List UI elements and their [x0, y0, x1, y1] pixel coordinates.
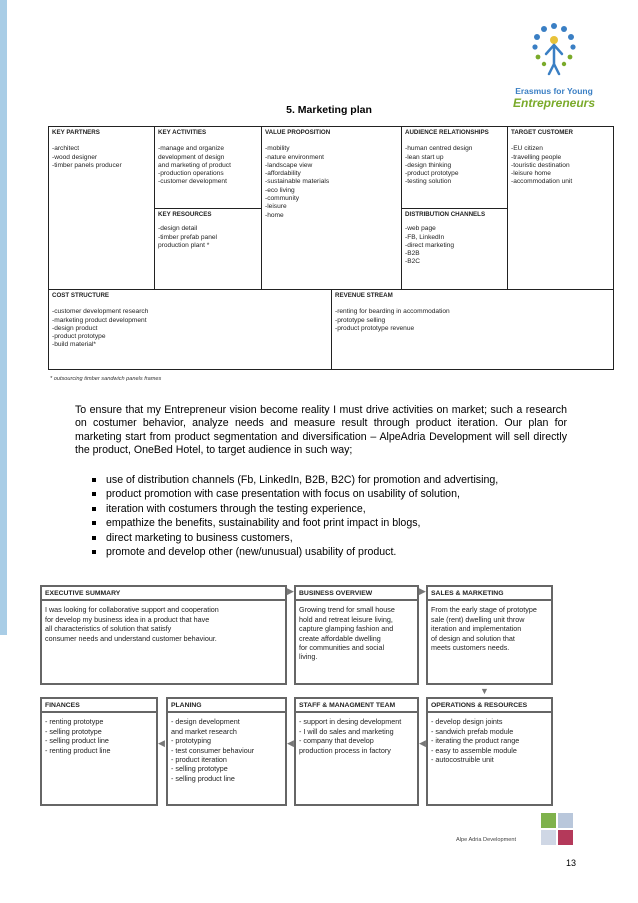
logo-text-top: Erasmus for Young	[515, 86, 593, 96]
value-proposition-cell	[262, 127, 402, 290]
side-bar	[0, 0, 7, 635]
bullet-text: iteration with costumers through the testing experience,	[106, 502, 366, 515]
box-divider	[428, 599, 551, 601]
operations-resources-body: - develop design joints - sandwich prefab module - iterating the product range - easy to assemble module - autocostruible unit	[431, 717, 520, 765]
bullet-square-icon	[92, 492, 96, 496]
page-number: 13	[566, 858, 577, 868]
finances-box	[40, 697, 158, 806]
bullet-text: promote and develop other (new/unusual) usability of product.	[106, 546, 397, 559]
box-divider	[296, 711, 417, 713]
revenue-stream-items: -renting for bearding in accommodation -prototype selling -product prototype revenue	[335, 308, 450, 332]
business-overview-box	[294, 585, 419, 685]
bullet-square-icon	[92, 507, 96, 511]
key-activities-items: -manage and organize development of design and marketing of product -production operations -customer development	[158, 145, 231, 186]
revenue-stream-header: REVENUE STREAM	[335, 292, 393, 299]
operations-resources-box	[426, 697, 553, 806]
staff-management-body: - support in desing development - I will do sales and marketing - company that develop production process in factory	[299, 717, 402, 755]
key-partners-items: -architect -wood designer -timber panels producer	[52, 145, 122, 169]
executive-summary-box	[40, 585, 287, 685]
distribution-channels-header: DISTRIBUTION CHANNELS	[405, 211, 486, 218]
arrow-left-icon: ◀	[287, 738, 294, 748]
canvas-footnote: * outsourcing timber sandwich panels frames	[50, 376, 162, 382]
box-divider	[42, 711, 156, 713]
executive-summary-header: EXECUTIVE SUMMARY	[45, 590, 121, 597]
finances-header: FINANCES	[45, 702, 80, 709]
revenue-stream-cell	[332, 290, 613, 369]
operations-resources-header: OPERATIONS & RESOURCES	[431, 702, 528, 709]
executive-summary-body: I was looking for collaborative support and cooperation for develop my business idea in a product that have all characteristics of solution that satisfy consumer needs and understand customer behaviour.	[45, 605, 219, 643]
arrow-left-icon: ◀	[158, 738, 165, 748]
key-resources-items: -design detail -timber prefab panel production plant *	[158, 225, 218, 249]
logo-square	[558, 813, 573, 828]
audience-relationships-header: AUDIENCE RELATIONSHIPS	[405, 129, 489, 136]
business-overview-header: BUSINESS OVERVIEW	[299, 590, 373, 597]
logo-text-bottom: Entrepreneurs	[512, 96, 596, 110]
business-overview-body: Growing trend for small house hold and retreat leisure living, capture glamping fashion and create affordable dwelling for communities and social living.	[299, 605, 395, 662]
value-proposition-header: VALUE PROPOSITION	[265, 129, 331, 136]
marketing-bullet-list	[92, 473, 592, 559]
bullet-text: empathize the benefits, sustainability and foot print impact in blogs,	[106, 517, 421, 530]
footer-brand: Alpe Adria Development	[456, 837, 517, 843]
brand-squares-logo	[541, 813, 575, 853]
target-customer-header: TARGET CUSTOMER	[511, 129, 573, 136]
finances-body: - renting prototype - selling prototype - selling product line - renting product line	[45, 717, 111, 755]
cost-structure-cell	[49, 290, 332, 369]
bullet-text: use of distribution channels (Fb, LinkedIn, B2B, B2C) for promotion and advertising,	[106, 474, 499, 486]
logo-square	[541, 830, 556, 845]
business-model-canvas	[48, 126, 614, 370]
list-item	[92, 502, 592, 516]
distribution-channels-items: -web page -FB, LinkedIn -direct marketing -B2B -B2C	[405, 225, 455, 266]
planing-box	[166, 697, 287, 806]
bullet-square-icon	[92, 478, 96, 482]
list-item	[92, 473, 592, 487]
arrow-left-icon: ◀	[419, 738, 426, 748]
target-customer-cell	[508, 127, 613, 290]
arrow-right-icon: ▶	[287, 586, 294, 596]
list-item	[92, 545, 592, 559]
section-title: 5. Marketing plan	[286, 104, 372, 116]
key-resources-header: KEY RESOURCES	[158, 211, 212, 218]
staff-management-header: STAFF & MANAGMENT TEAM	[299, 702, 396, 709]
distribution-channels-cell	[402, 209, 508, 290]
arrow-right-icon: ▶	[419, 586, 426, 596]
arrow-down-icon: ▼	[480, 686, 489, 696]
audience-relationships-cell	[402, 127, 508, 209]
sales-marketing-box	[426, 585, 553, 685]
sales-marketing-header: SALES & MARKETING	[431, 590, 504, 597]
list-item	[92, 531, 592, 545]
box-divider	[42, 599, 285, 601]
staff-management-box	[294, 697, 419, 806]
key-partners-header: KEY PARTNERS	[52, 129, 100, 136]
key-resources-cell	[155, 209, 262, 290]
bullet-square-icon	[92, 521, 96, 525]
bullet-square-icon	[92, 536, 96, 540]
cost-structure-header: COST STRUCTURE	[52, 292, 110, 299]
marketing-paragraph: To ensure that my Entrepreneur vision become reality I must drive activities on market; such a research on costumer behavior, analyze needs and measure result through product iteration. Our plan for marketing start from product segmentation and diversification – AlpeAdria Development will sell directly the product, OneBed Hotel, to target audience in such way;	[75, 404, 567, 456]
logo-square	[541, 813, 556, 828]
value-proposition-items: -mobility -nature environment -landscape view -affordability -sustainable materials -eco living -community -leisure -home	[265, 145, 330, 219]
key-activities-header: KEY ACTIVITIES	[158, 129, 207, 136]
audience-relationships-items: -human centred design -lean start up -design thinking -product prototype -testing solution	[405, 145, 473, 186]
box-divider	[428, 711, 551, 713]
people-ring-icon	[520, 20, 588, 84]
list-item	[92, 516, 592, 530]
target-customer-items: -EU citizen -travelling people -touristic destination -leisure home -accommodation unit	[511, 145, 573, 186]
logo-square	[558, 830, 573, 845]
planing-body: - design development and market research - prototyping - test consumer behaviour - product iteration - selling prototype - selling product line	[171, 717, 255, 783]
bullet-text: direct marketing to business customers,	[106, 531, 293, 544]
bullet-square-icon	[92, 550, 96, 554]
sales-marketing-body: From the early stage of prototype sale (rent) dwelling unit throw iteration and implementation of design and solution that meets customers needs.	[431, 605, 537, 653]
key-partners-cell	[49, 127, 155, 290]
bullet-text: product promotion with case presentation with focus on usability of solution,	[106, 488, 460, 501]
planing-header: PLANING	[171, 702, 202, 709]
cost-structure-items: -customer development research -marketing product development -design product -product prototype -build material*	[52, 308, 149, 349]
box-divider	[296, 599, 417, 601]
key-activities-cell	[155, 127, 262, 209]
erasmus-logo	[508, 20, 600, 112]
box-divider	[168, 711, 285, 713]
list-item	[92, 487, 592, 501]
